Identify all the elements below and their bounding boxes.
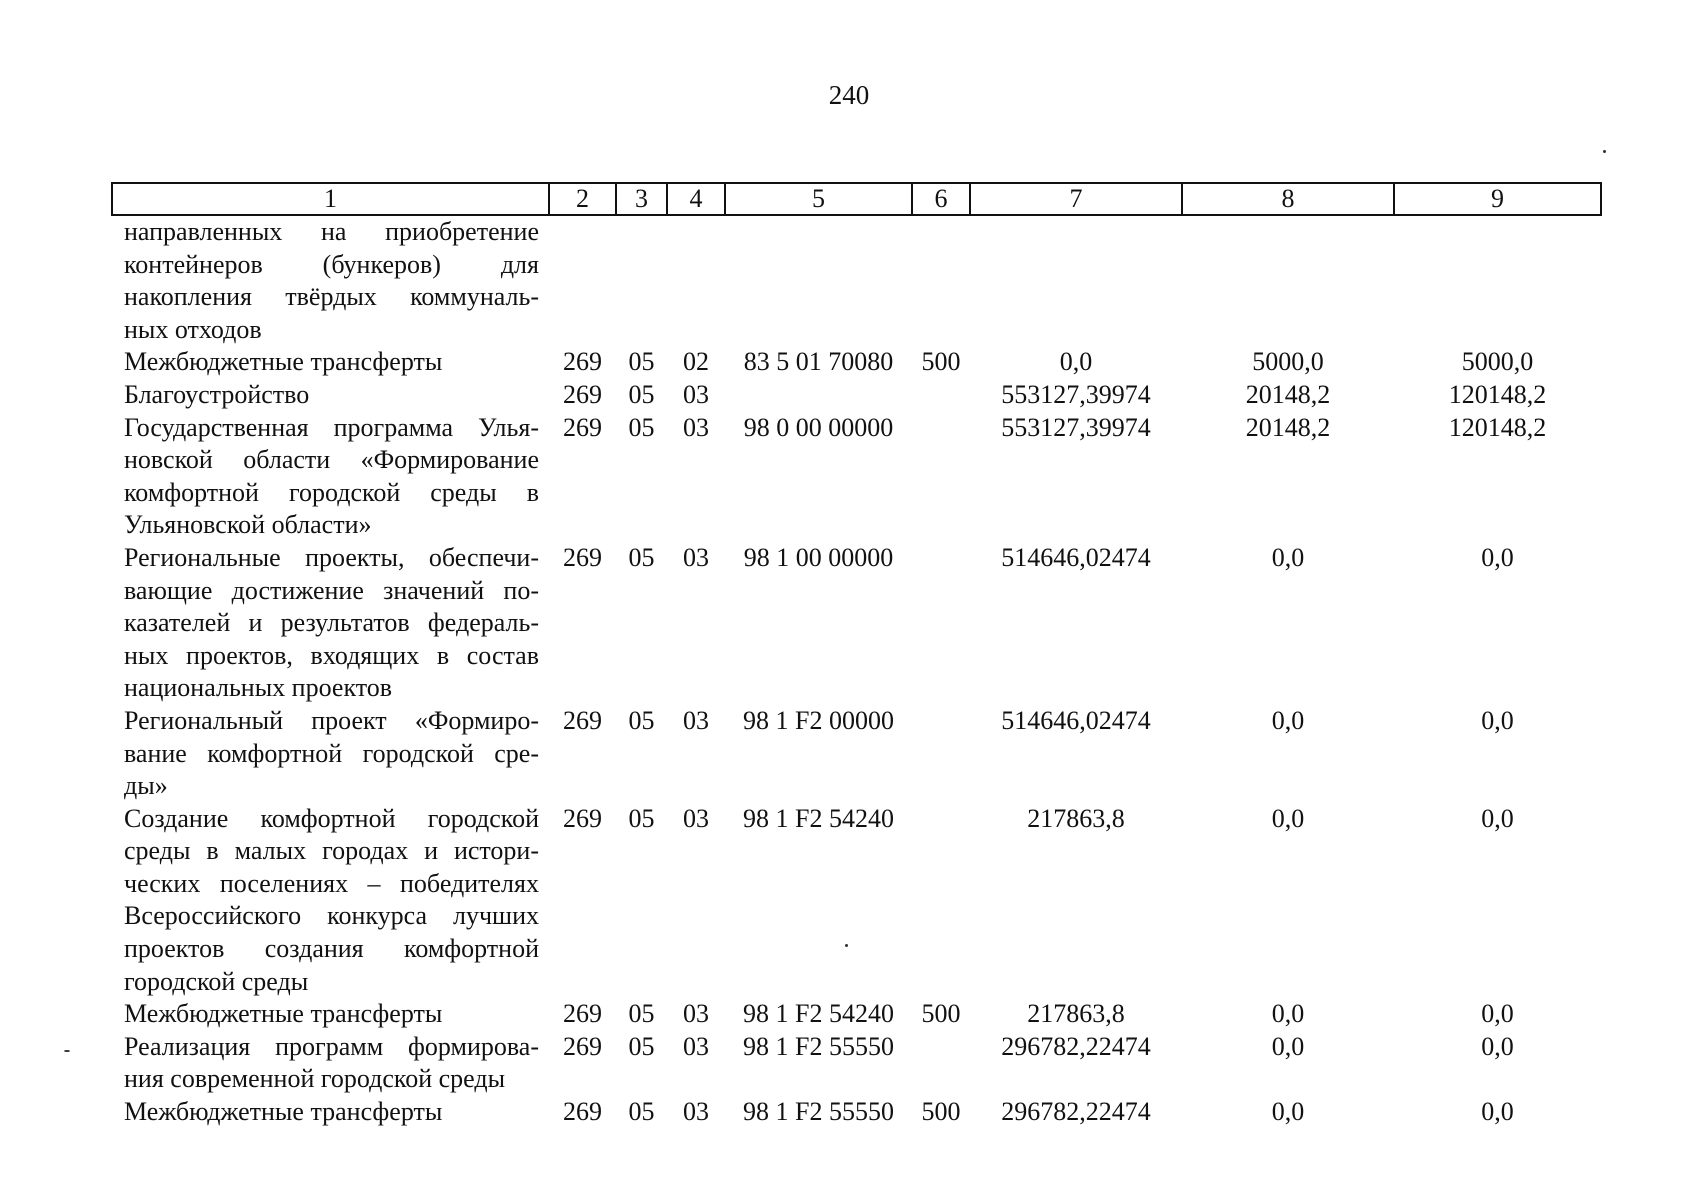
cell-c3: 05 [628,1031,655,1061]
column-header-2: 2 [549,183,616,215]
table-row [112,412,1601,542]
cell-c8: 5000,0 [1252,347,1324,377]
table-row [112,346,1601,379]
cell-c5: 98 1 F2 54240 [743,999,894,1029]
budget-table [111,182,1602,1129]
cell-c2: 269 [563,412,602,442]
column-header-4: 4 [667,183,725,215]
row-name-line: Всероссийского конкурса лучших [124,901,539,931]
cell-c7 [970,215,1182,346]
cell-c6 [912,1031,970,1096]
column-header-5: 5 [725,183,912,215]
cell-c4: 03 [683,999,709,1029]
scan-speck [1603,150,1606,153]
cell-c4: 03 [683,379,709,409]
table-row [112,542,1601,705]
table-row [112,803,1601,999]
cell-c5: 98 1 00 00000 [743,542,894,572]
cell-c2 [549,215,616,346]
table-body [112,215,1601,1129]
cell-c2: 269 [563,705,602,735]
row-name-line: городской среды [124,966,309,996]
row-name [112,1096,549,1129]
cell-c7: 0,0 [1059,347,1093,377]
row-name-line: вание комфортной городской сре- [124,738,539,768]
row-name-line: ческих поселениях – победителях [124,868,539,898]
cell-c8: 0,0 [1271,542,1305,572]
row-name-line: накопления твёрдых коммуналь- [124,282,539,312]
row-name-line: Государственная программа Улья- [124,412,539,442]
cell-c3: 05 [628,803,655,833]
row-name-line: контейнеров (бункеров) для [124,249,539,279]
cell-c8: 0,0 [1271,1097,1305,1127]
column-header-9: 9 [1394,183,1601,215]
cell-c3: 05 [628,999,655,1029]
cell-c3: 05 [628,412,655,442]
cell-c3: 05 [628,347,655,377]
row-name-line: новской области «Формирование [124,445,539,475]
row-name-line: национальных проектов [124,673,393,703]
row-name-line: ды» [124,771,168,801]
cell-c5: 98 1 F2 00000 [743,705,894,735]
cell-c4: 03 [683,705,709,735]
table-row [112,705,1601,803]
cell-c7: 217863,8 [1027,999,1125,1029]
cell-c9: 0,0 [1481,705,1514,735]
cell-c6: 500 [921,347,961,377]
cell-c5: 98 1 F2 54240 [743,803,894,833]
cell-c3: 05 [628,379,655,409]
cell-c7: 553127,39974 [1001,412,1151,442]
row-name-line: ных отходов [124,314,262,344]
cell-c4 [667,215,725,346]
row-name [112,803,549,999]
cell-c3 [616,215,667,346]
cell-c8: 20148,2 [1245,412,1331,442]
cell-c8 [1182,215,1394,346]
cell-c8: 0,0 [1271,705,1305,735]
cell-c8: 0,0 [1271,999,1305,1029]
row-name-line: Реализация программ формирова- [124,1031,539,1061]
cell-c9: 0,0 [1481,1031,1514,1061]
cell-c9: 5000,0 [1461,347,1534,377]
column-header-6: 6 [912,183,970,215]
row-name-line: Создание комфортной городской [124,803,539,833]
cell-c2: 269 [563,347,602,377]
cell-c2: 269 [563,803,602,833]
table-row [112,1096,1601,1129]
row-name-line: Межбюджетные трансферты [124,999,443,1029]
row-name [112,346,549,379]
cell-c8: 0,0 [1271,803,1305,833]
row-name [112,1031,549,1096]
row-name-line: вающие достижение значений по- [124,575,539,605]
cell-c6: 500 [921,999,961,1029]
cell-c5: 98 0 00 00000 [743,412,894,442]
row-name [112,705,549,803]
cell-c7: 296782,22474 [1001,1097,1151,1127]
table-row [112,379,1601,412]
row-name [112,412,549,542]
row-name-line: проектов создания комфортной [124,934,539,964]
cell-c5: 83 5 01 70080 [743,347,894,377]
cell-c9: 0,0 [1481,999,1514,1029]
cell-c4: 03 [683,1031,709,1061]
row-name [112,542,549,705]
table-row [112,1031,1601,1096]
row-name-line: Региональные проекты, обеспечи- [124,542,539,572]
cell-c4: 03 [683,803,709,833]
cell-c5: 98 1 F2 55550 [743,1031,894,1061]
cell-c4: 03 [683,542,709,572]
column-header-3: 3 [616,183,667,215]
cell-c7: 514646,02474 [1001,705,1151,735]
column-header-8: 8 [1182,183,1394,215]
cell-c4: 03 [683,1097,709,1127]
cell-c6 [912,379,970,412]
cell-c3: 05 [628,542,655,572]
row-name-line: комфортной городской среды в [124,477,539,507]
row-name [112,379,549,412]
cell-c3: 05 [628,1097,655,1127]
cell-c2: 269 [563,999,602,1029]
cell-c6: 500 [921,1097,961,1127]
cell-c6 [912,803,970,999]
column-header-7: 7 [970,183,1182,215]
cell-c7: 514646,02474 [1001,542,1151,572]
table-row [112,998,1601,1031]
cell-c3: 05 [628,705,655,735]
row-name-line: Межбюджетные трансферты [124,1097,443,1127]
row-name-line: Межбюджетные трансферты [124,347,443,377]
row-name-line: ных проектов, входящих в состав [124,640,539,670]
cell-c9 [1394,215,1601,346]
row-name [112,998,549,1031]
cell-c2: 269 [563,1097,602,1127]
cell-c9: 120148,2 [1448,412,1547,442]
row-name [112,215,549,346]
cell-c9: 120148,2 [1448,379,1547,409]
cell-c6 [912,412,970,542]
cell-c2: 269 [563,379,602,409]
row-name-line: направленных на приобретение [124,217,539,246]
header-row [112,183,1601,215]
page-number: 240 [828,80,870,110]
cell-c9: 0,0 [1481,542,1514,572]
cell-c7: 217863,8 [1027,803,1125,833]
cell-c9: 0,0 [1481,1097,1514,1127]
row-name-line: ния современной городской среды [124,1064,506,1094]
cell-c6 [912,215,970,346]
cell-c6 [912,542,970,705]
row-name-line: Региональный проект «Формиро- [124,705,539,735]
cell-c9: 0,0 [1481,803,1514,833]
cell-c8: 0,0 [1271,1031,1305,1061]
scan-speck [845,944,848,947]
row-name-line: Ульяновской области» [124,510,372,540]
cell-c7: 553127,39974 [1001,379,1151,409]
cell-c6 [912,705,970,803]
cell-c5 [725,379,912,412]
cell-c4: 02 [683,347,709,377]
cell-c2: 269 [563,542,602,572]
cell-c2: 269 [563,1031,602,1061]
row-name-line: Благоустройство [124,379,310,409]
row-name-line: среды в малых городах и истори- [124,836,539,866]
table-row [112,215,1601,346]
cell-c8: 20148,2 [1245,379,1331,409]
cell-c4: 03 [683,412,709,442]
cell-c7: 296782,22474 [1001,1031,1151,1061]
column-header-1: 1 [112,183,549,215]
scan-speck [64,1050,70,1052]
cell-c5 [725,215,912,346]
row-name-line: казателей и результатов федераль- [124,608,539,638]
cell-c5: 98 1 F2 55550 [743,1097,894,1127]
